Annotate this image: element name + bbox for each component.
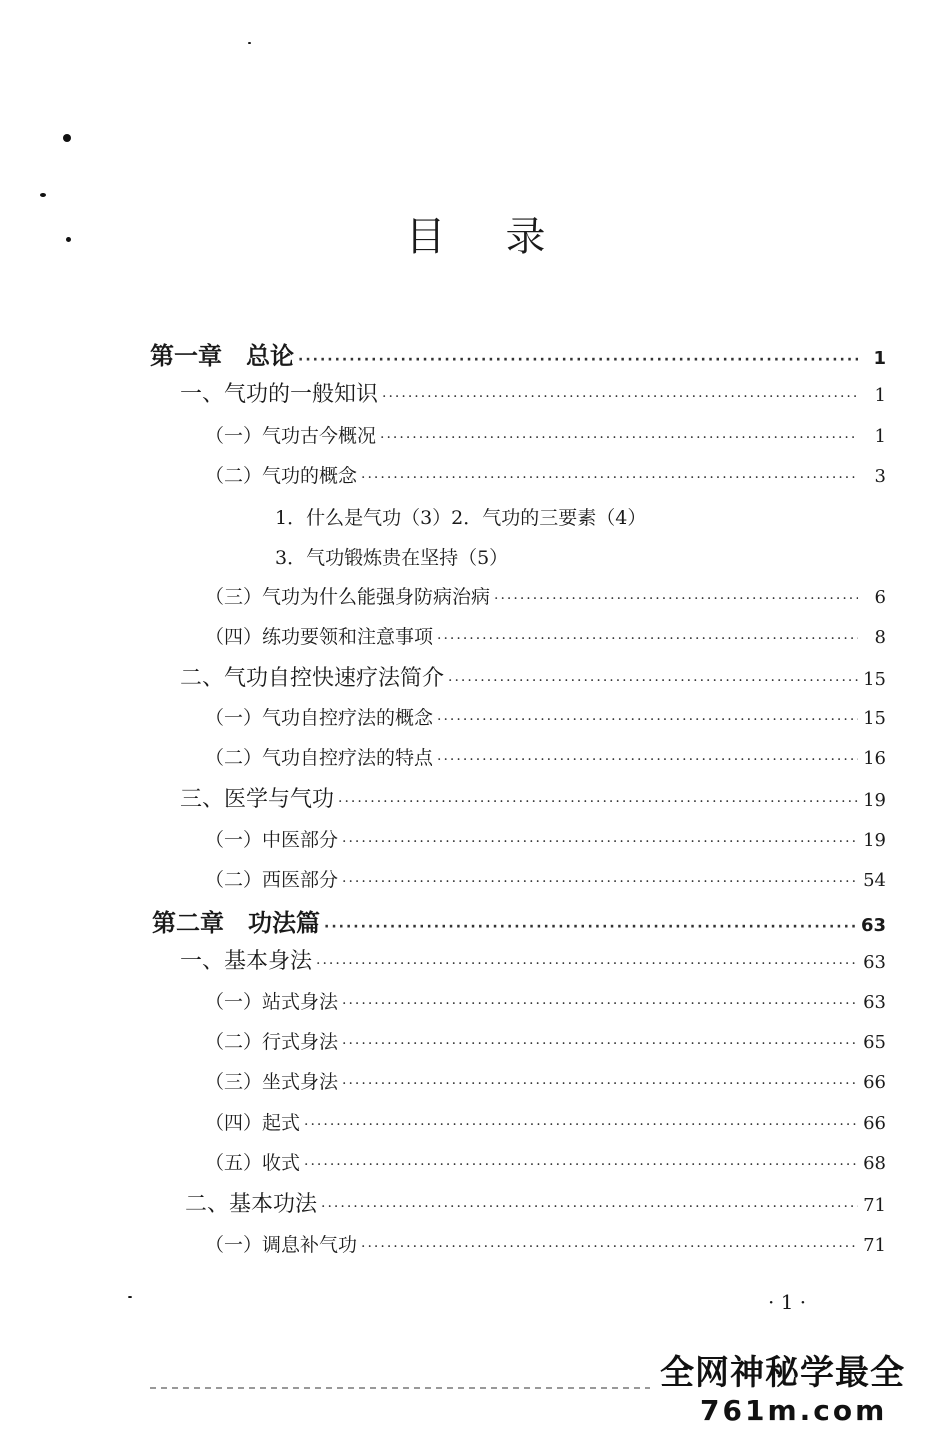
toc-entry-page: 68 [863, 1153, 886, 1174]
toc-entry [185, 1187, 886, 1218]
toc-entry-label: （三）坐式身法 [205, 1071, 339, 1093]
toc-entry-page: 63 [863, 992, 886, 1013]
leader-dots [324, 919, 857, 935]
title-char-1: 目 [405, 214, 446, 260]
leader-dots [494, 591, 858, 607]
toc-entry [205, 825, 886, 852]
toc-entry-page: 15 [863, 669, 886, 690]
scan-speck [63, 134, 71, 142]
toc-entry [205, 461, 886, 488]
toc-entry [152, 903, 886, 938]
toc-subitems-line: 3．气功锻炼贵在坚持（5） [275, 547, 509, 569]
leader-dots [380, 430, 858, 446]
toc-entry [205, 987, 886, 1014]
title-char-2: 录 [505, 214, 546, 260]
toc-entry-label: （五）收式 [205, 1152, 301, 1174]
toc-entry-label: （一）中医部分 [205, 829, 339, 851]
leader-dots [298, 352, 858, 368]
toc-entry-page: 8 [874, 627, 886, 648]
toc-entry [205, 1027, 886, 1054]
toc-entry-page: 3 [874, 466, 886, 487]
toc-entry-page: 19 [863, 790, 886, 811]
toc-entry-label: 二、基本功法 [185, 1192, 318, 1217]
leader-dots [342, 834, 858, 850]
toc-entry-label: （一）气功古今概况 [205, 425, 377, 447]
toc-entry-page: 63 [860, 915, 886, 936]
toc-entry [150, 336, 886, 371]
leader-dots [316, 956, 858, 972]
toc-entry-label: （二）行式身法 [205, 1031, 339, 1053]
toc-entry [205, 743, 886, 770]
toc-entry-page: 19 [863, 830, 886, 851]
toc-entry-page: 71 [863, 1235, 886, 1256]
toc-entry [205, 1230, 886, 1257]
toc-entry-label: （一）站式身法 [205, 991, 339, 1013]
toc-entry-label: （四）起式 [205, 1112, 301, 1134]
toc-entry [205, 865, 886, 892]
toc-entry-page: 1 [874, 426, 886, 447]
toc-entry-page: 63 [863, 952, 886, 973]
scan-speck [248, 42, 251, 44]
toc-entry-label: （四）练功要领和注意事项 [205, 626, 434, 648]
scan-speck [128, 1296, 132, 1298]
toc-entry [205, 582, 886, 609]
toc-subitems-line: 1．什么是气功（3）2．气功的三要素（4） [275, 507, 647, 529]
toc-entry-label: （二）气功的概念 [205, 465, 358, 487]
toc-entry [205, 1148, 886, 1175]
toc-entry-page: 66 [863, 1113, 886, 1134]
scan-speck [40, 193, 46, 197]
toc-entry [180, 782, 886, 813]
leader-dots [321, 1199, 858, 1215]
toc-entry-label: 第二章 功法篇 [152, 909, 320, 937]
toc-entry-label: 三、医学与气功 [180, 787, 335, 812]
toc-entry-page: 15 [863, 708, 886, 729]
toc-entry [205, 1067, 886, 1094]
toc-entry-page: 65 [863, 1032, 886, 1053]
leader-dots [361, 1239, 858, 1255]
leader-dots [437, 631, 858, 647]
scan-artifact-line [150, 1387, 650, 1389]
page-number: · 1 · [768, 1290, 807, 1314]
leader-dots [304, 1157, 858, 1173]
watermark-line-2: 761m.com [700, 1394, 888, 1427]
toc-entry-label: （一）调息补气功 [205, 1234, 358, 1256]
toc-entry-label: 二、气功自控快速疗法简介 [180, 666, 445, 691]
toc-entry [180, 944, 886, 975]
toc-entry-label: 一、气功的一般知识 [180, 382, 379, 407]
toc-entry [180, 377, 886, 408]
toc-entry-label: （二）气功自控疗法的特点 [205, 747, 434, 769]
leader-dots [382, 389, 858, 405]
leader-dots [342, 1076, 858, 1092]
toc-entry-page: 16 [863, 748, 886, 769]
toc-entry-label: （二）西医部分 [205, 869, 339, 891]
toc-entry-page: 66 [863, 1072, 886, 1093]
leader-dots [437, 752, 858, 768]
leader-dots [338, 794, 858, 810]
toc-entry-page: 6 [874, 587, 886, 608]
leader-dots [342, 996, 858, 1012]
toc-entry-page: 1 [873, 348, 886, 369]
watermark-line-1: 全网神秘学最全 [660, 1353, 905, 1393]
leader-dots [342, 1036, 858, 1052]
page-title [0, 205, 951, 262]
toc-entry-label: （三）气功为什么能强身防病治病 [205, 586, 491, 608]
toc-entry [180, 661, 886, 692]
toc-entry-page: 71 [863, 1195, 886, 1216]
leader-dots [361, 470, 858, 486]
leader-dots [448, 673, 858, 689]
toc-entry [205, 622, 886, 649]
toc-entry [205, 703, 886, 730]
toc-entry-label: 第一章 总论 [150, 342, 294, 370]
toc-entry [205, 421, 886, 448]
toc-entry-label: 一、基本身法 [180, 949, 313, 974]
toc-entry-label: （一）气功自控疗法的概念 [205, 707, 434, 729]
toc-entry [205, 1108, 886, 1135]
leader-dots [342, 874, 858, 890]
leader-dots [437, 712, 858, 728]
toc-entry-page: 54 [863, 870, 886, 891]
leader-dots [304, 1117, 858, 1133]
watermark [660, 1345, 950, 1427]
toc-entry-page: 1 [874, 385, 886, 406]
